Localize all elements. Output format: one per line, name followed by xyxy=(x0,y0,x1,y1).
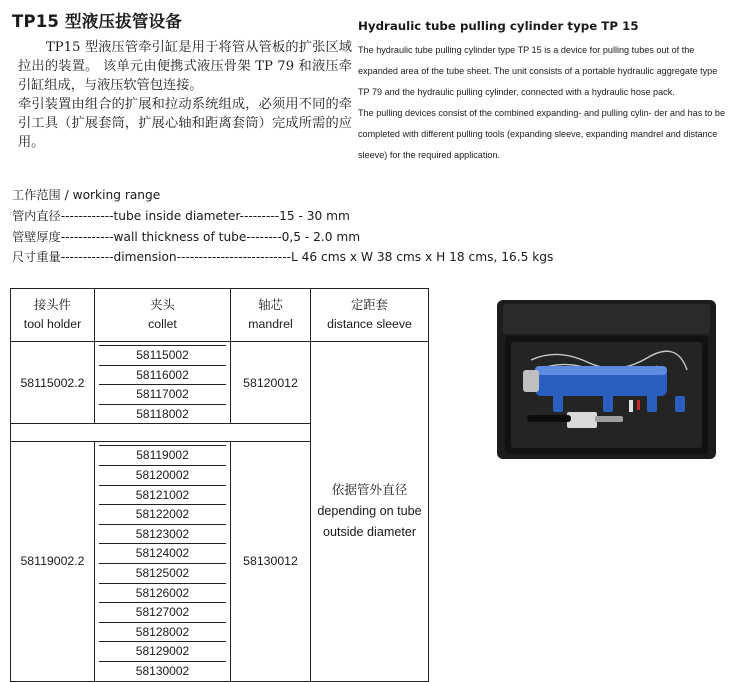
distance-sleeve-en-line2: outside diameter xyxy=(322,524,417,539)
collet-list xyxy=(95,445,230,680)
distance-sleeve-en-line1: depending on tube xyxy=(317,503,422,518)
collet-list xyxy=(95,345,230,423)
description-en-p1: The hydraulic tube pulling cylinder type TP 15 is a device for pulling tubes out of the expanded area of the tube sheet. The unit consists of a portable hydraulic aggregate type TP 79 and the hydraulic pulling cylinder, connected with a hydraulic hose pack. xyxy=(358,45,718,97)
description-en-p2: The pulling devices consist of the combined expanding- and pulling cylin- der and has to be completed with different pulling tools (expanding sleeve, expanding mandrel and distance sleeve) for the required application. xyxy=(358,108,726,160)
collet-item: 58127002 xyxy=(99,603,226,623)
col-header-mandrel xyxy=(231,289,311,342)
spacer-cell xyxy=(11,424,311,442)
collet-item: 58119002 xyxy=(99,445,226,466)
col-header-label-cn: 接头件 xyxy=(34,298,71,312)
collet-item: 58120002 xyxy=(99,466,226,486)
description-en xyxy=(358,40,730,166)
col-header-label-en: distance sleeve xyxy=(327,317,412,331)
collet-item: 58123002 xyxy=(99,525,226,545)
collet-item: 58129002 xyxy=(99,642,226,662)
description-cn-p2: 牵引装置由组合的扩展和拉动系统组成，必须用不同的牵引工具（扩展套筒，扩展心轴和距离套筒）完成所需的应用。 xyxy=(18,97,352,150)
collet-item: 58130002 xyxy=(135,663,190,678)
spec-tube-diameter: 管内直径------------tube inside diameter---------15 - 30 mm xyxy=(12,208,350,223)
tooling-table xyxy=(10,288,429,682)
specifications xyxy=(12,185,553,268)
collet-item: 58116002 xyxy=(99,366,226,386)
col-header-label-cn: 定距套 xyxy=(351,298,388,312)
collet-cell xyxy=(95,342,231,424)
collet-item: 58125002 xyxy=(99,564,226,584)
product-photo xyxy=(497,300,716,459)
page-title-en: Hydraulic tube pulling cylinder type TP 15 xyxy=(358,19,639,33)
page-title-cn: TP15 型液压拔管设备 xyxy=(12,12,182,31)
distance-sleeve-cn: 依据管外直径 xyxy=(331,482,408,497)
description-cn xyxy=(18,38,352,152)
mandrel-cell: 58130012 xyxy=(231,442,311,681)
collet-item: 58122002 xyxy=(99,505,226,525)
collet-item: 58124002 xyxy=(99,544,226,564)
collet-item: 58115002 xyxy=(99,345,226,366)
col-header-collet xyxy=(95,289,231,342)
spec-wall-thickness: 管壁厚度------------wall thickness of tube--------0,5 - 2.0 mm xyxy=(12,229,361,244)
col-header-label-en: tool holder xyxy=(23,317,82,331)
description-cn-p1: TP15 型液压管牵引缸是用于将管从管板的扩张区域拉出的装置。 该单元由便携式液压骨架 TP 79 和液压牵引缸组成，与液压软管包连接。 xyxy=(18,40,352,93)
collet-cell xyxy=(95,442,231,681)
tool-holder-cell: 58115002.2 xyxy=(11,342,95,424)
spec-working-range: 工作范围 / working range xyxy=(12,188,161,202)
tool-holder-cell: 58119002.2 xyxy=(11,442,95,681)
col-header-distance-sleeve xyxy=(311,289,429,342)
collet-item: 58117002 xyxy=(99,385,226,405)
case-lid xyxy=(503,304,710,334)
distance-sleeve-cell xyxy=(311,342,429,682)
collet-item: 58121002 xyxy=(99,486,226,506)
col-header-label-en: mandrel xyxy=(248,317,293,331)
spec-dimension: 尺寸重量------------dimension--------------------------L 46 cms x W 38 cms x H 18 cms, 16.5 kgs xyxy=(12,250,554,265)
collet-item: 58128002 xyxy=(99,623,226,643)
table-row xyxy=(11,342,429,424)
table-header-row xyxy=(11,289,429,342)
col-header-label-cn: 夹头 xyxy=(150,298,175,312)
col-header-label-cn: 轴芯 xyxy=(258,298,283,312)
collet-item: 58118002 xyxy=(136,406,189,421)
col-header-label-en: collet xyxy=(148,317,177,331)
col-header-tool-holder xyxy=(11,289,95,342)
mandrel-cell: 58120012 xyxy=(231,342,311,424)
collet-item: 58126002 xyxy=(99,584,226,604)
